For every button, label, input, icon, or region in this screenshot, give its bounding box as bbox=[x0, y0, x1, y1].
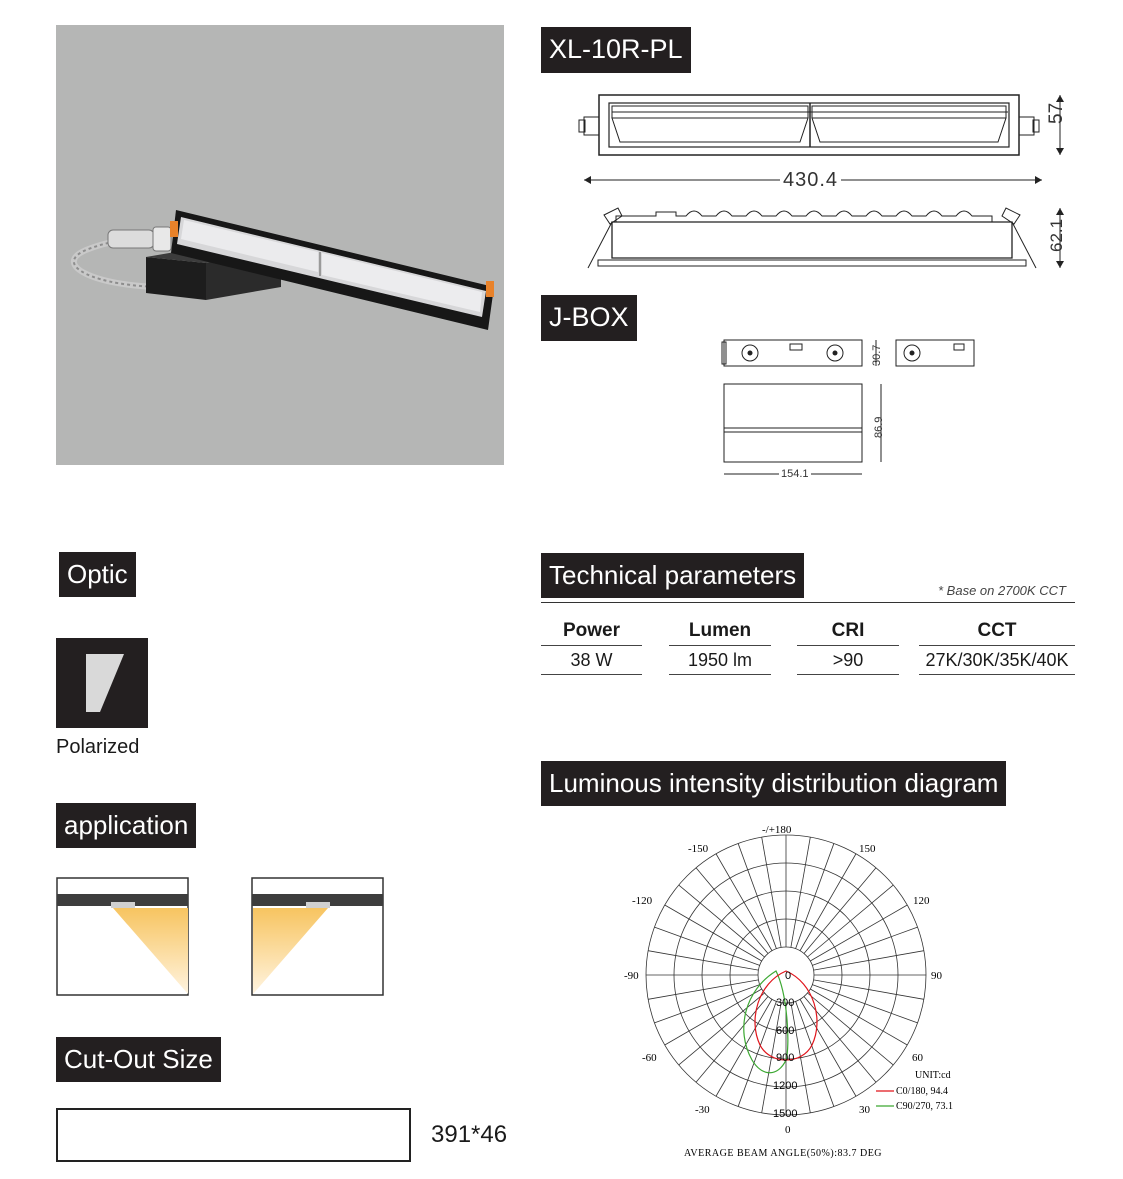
polar-spoke bbox=[814, 951, 924, 970]
polar-spoke bbox=[796, 843, 834, 948]
angle-label-n150: -150 bbox=[688, 843, 709, 855]
param-value: >90 bbox=[797, 646, 899, 675]
technical-divider bbox=[541, 602, 1075, 603]
jbox-title: J-BOX bbox=[541, 295, 637, 341]
polar-spoke bbox=[696, 868, 768, 954]
unit-label: UNIT:cd bbox=[915, 1070, 951, 1081]
technical-note: * Base on 2700K CCT bbox=[938, 583, 1066, 598]
polar-spoke bbox=[810, 905, 907, 961]
radial-label: 1500 bbox=[773, 1108, 798, 1120]
param-header: CCT bbox=[919, 617, 1075, 646]
angle-label-p150: 150 bbox=[859, 843, 876, 855]
polar-spoke bbox=[800, 999, 856, 1096]
polar-spoke bbox=[807, 885, 893, 957]
length-dimension-label: 430.4 bbox=[780, 169, 841, 192]
jbox-drawing bbox=[718, 336, 988, 486]
polar-spoke bbox=[810, 989, 907, 1045]
polar-spoke bbox=[791, 837, 810, 947]
angle-label-p30: 30 bbox=[859, 1104, 870, 1116]
angle-label-n120: -120 bbox=[632, 895, 653, 907]
polar-spoke bbox=[679, 993, 765, 1065]
polar-spoke bbox=[665, 905, 762, 961]
polar-spoke bbox=[800, 854, 856, 951]
radial-label: 0 bbox=[785, 970, 792, 982]
jbox-height-label: 30.7 bbox=[871, 344, 883, 366]
model-title: XL-10R-PL bbox=[541, 27, 691, 73]
luminous-title: Luminous intensity distribution diagram bbox=[541, 761, 1006, 806]
param-header: CRI bbox=[797, 617, 899, 646]
angle-label-p90: 90 bbox=[931, 970, 942, 982]
jbox-length-label: 154.1 bbox=[781, 468, 809, 480]
polar-spoke bbox=[648, 980, 758, 999]
beam-angle-text: AVERAGE BEAM ANGLE(50%):83.7 DEG bbox=[684, 1148, 883, 1159]
angle-label-top: -/+180 bbox=[762, 824, 792, 836]
angle-label-bottom: 0 bbox=[785, 1124, 791, 1136]
luminaire-render bbox=[56, 25, 504, 465]
polar-spoke bbox=[814, 980, 924, 999]
angle-label-p120: 120 bbox=[913, 895, 930, 907]
param-cri bbox=[797, 617, 899, 675]
polar-spoke bbox=[648, 951, 758, 970]
param-cct bbox=[919, 617, 1075, 675]
optic-polarized-icon bbox=[56, 638, 148, 728]
cutout-shape bbox=[56, 1108, 411, 1162]
angle-label-n30: -30 bbox=[695, 1104, 710, 1116]
polar-spoke bbox=[738, 843, 776, 948]
polar-spoke bbox=[654, 985, 759, 1023]
application-title: application bbox=[56, 803, 196, 848]
polar-spoke bbox=[796, 1001, 834, 1106]
width-dimension-label: 57 bbox=[1046, 102, 1067, 124]
polar-spoke bbox=[762, 837, 781, 947]
legend-c90-label: C90/270, 73.1 bbox=[896, 1101, 953, 1112]
polar-diagram bbox=[610, 815, 1010, 1165]
param-value: 1950 lm bbox=[669, 646, 771, 675]
polar-spoke bbox=[654, 927, 759, 965]
radial-labels bbox=[773, 970, 797, 1120]
param-value: 27K/30K/35K/40K bbox=[919, 646, 1075, 675]
polar-spoke bbox=[804, 868, 876, 954]
height-dimension-label: 62.1 bbox=[1047, 218, 1066, 252]
polar-spoke bbox=[716, 854, 772, 951]
polar-spoke bbox=[812, 985, 917, 1023]
polar-spoke bbox=[807, 993, 893, 1065]
polar-spoke bbox=[716, 999, 772, 1096]
param-header: Power bbox=[541, 617, 642, 646]
param-header: Lumen bbox=[669, 617, 771, 646]
param-power bbox=[541, 617, 642, 675]
angle-label-n60: -60 bbox=[642, 1052, 657, 1064]
legend-c0-label: C0/180, 94.4 bbox=[896, 1086, 948, 1097]
cutout-size-value: 391*46 bbox=[431, 1121, 508, 1148]
radial-label: 900 bbox=[776, 1052, 795, 1064]
radial-label: 600 bbox=[776, 1025, 795, 1037]
polar-spoke bbox=[812, 927, 917, 965]
cutout-title: Cut-Out Size bbox=[56, 1037, 221, 1082]
param-lumen bbox=[669, 617, 771, 675]
application-wall-wash-left-icon bbox=[56, 877, 190, 997]
param-value: 38 W bbox=[541, 646, 642, 675]
jbox-depth-label: 86.9 bbox=[873, 416, 885, 438]
application-wall-wash-right-icon bbox=[251, 877, 385, 997]
radial-label: 300 bbox=[776, 997, 795, 1009]
polar-spoke bbox=[679, 885, 765, 957]
optic-title: Optic bbox=[59, 552, 136, 597]
radial-label: 1200 bbox=[773, 1080, 798, 1092]
polar-spoke bbox=[665, 989, 762, 1045]
angle-label-n90: -90 bbox=[624, 970, 639, 982]
optic-type-label: Polarized bbox=[56, 736, 140, 758]
technical-title: Technical parameters bbox=[541, 553, 804, 598]
product-photo bbox=[56, 25, 504, 465]
angle-label-p60: 60 bbox=[912, 1052, 923, 1064]
polar-spoke bbox=[738, 1001, 776, 1106]
